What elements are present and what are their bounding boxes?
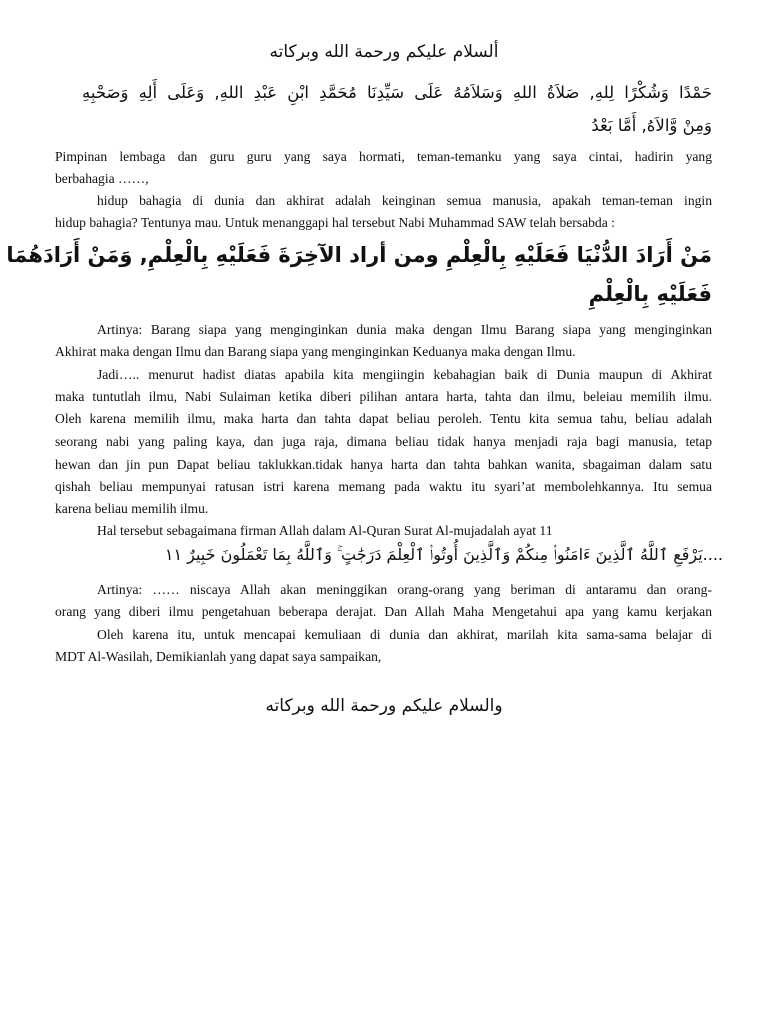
paragraph-line: karena beliau memilih ilmu. — [55, 501, 209, 516]
paragraph-line: hidup bahagia di dunia dan akhirat adalah keinginan semua manusia, apakah teman-teman ingin — [97, 193, 712, 208]
hamdalah-line-1: حَمْدًا وَشُكْرًا لِلهِ, صَلاَةُ اللهِ وَسَلاَمُهُ عَلَى سَيِّدِنَا مُحَمَّدِ ابْنِ عَبْدِ اللهِ, وَعَلَى أَلِهِ وَصَحْبِهِ — [82, 83, 712, 102]
paragraph-line: Oleh karena itu, untuk mencapai kemuliaan di dunia dan akhirat, marilah kita sama-sama belajar di — [97, 627, 712, 642]
paragraph-line: qishah beliau mempunyai ratusan istri karena memang pada waktu itu syari’at membolehkannya. Itu semua — [55, 479, 712, 494]
paragraph-line: hewan dan jin pun Dapat beliau taklukkan.tidak hanya harta dan tahta bahkan wanita, sbagaiman dalam satu — [55, 457, 712, 472]
paragraph-line: berbahagia ……, — [55, 171, 149, 186]
paragraph-line: Jadi….. menurut hadist diatas apabila kita mengiingin kebahagian baik di Dunia maupun di Akhirat — [97, 367, 712, 382]
paragraph-line: Pimpinan lembaga dan guru guru yang saya hormati, teman-temanku yang saya cintai, hadirin yang — [55, 149, 712, 164]
paragraph-line: Artinya: Barang siapa yang menginginkan dunia maka dengan Ilmu Barang siapa yang menginginkan — [97, 322, 712, 337]
paragraph-line: maka tuntutlah ilmu, Nabi Sulaiman ketika diberi pilihan antara harta, tahta dan ilmu, beleiau memilih ilmu. — [55, 389, 712, 404]
paragraph-line: Oleh karena memilih ilmu, maka harta dan tahta dapat beliau peroleh. Tentu kita semua tahu, beliau adalah — [55, 411, 712, 426]
paragraph-line: seorang nabi yang paling kaya, dan juga raja, dimana beliau tidak hanya menjadi raja bagi manusia, tetap — [55, 434, 712, 449]
opening-salam: ألسلام عليكم ورحمة الله وبركاته — [269, 42, 499, 62]
quran-ayah: ....يَرْفَعِ ٱللَّهُ ٱلَّذِينَ ءَامَنُوا۟ مِنكُمْ وَٱلَّذِينَ أُوتُوا۟ ٱلْعِلْمَ دَرَجَٰتٍ ۚ وَٱللَّهُ بِمَا تَعْمَلُونَ خَبِيرٌ ١١ — [164, 545, 723, 564]
paragraph-line: Akhirat maka dengan Ilmu dan Barang siapa yang menginginkan Keduanya maka dengan Ilmu. — [55, 344, 576, 359]
paragraph-line: orang yang diberi ilmu pengetahuan beberapa derajat. Dan Allah Maha Mengetahui apa yang kamu kerjakan — [55, 604, 712, 619]
paragraph-line: Artinya: …… niscaya Allah akan meninggikan orang-orang yang beriman di antaramu dan orang- — [97, 582, 712, 597]
hamdalah-line-2: وَمِنْ وَّالاَهُ, أَمَّا بَعْدُ — [591, 116, 712, 135]
paragraph-line: hidup bahagia? Tentunya mau. Untuk menanggapi hal tersebut Nabi Muhammad SAW telah bersabda : — [55, 215, 615, 230]
paragraph-line: Hal tersebut sebagaimana firman Allah dalam Al-Quran Surat Al-mujadalah ayat 11 — [97, 523, 553, 538]
hadith-line-2: فَعَلَيْهِ بِالْعِلْمِ — [588, 282, 712, 306]
closing-salam: والسلام عليكم ورحمة الله وبركاته — [265, 696, 503, 716]
hadith-line-1: مَنْ أَرَادَ الدُّنْيَا فَعَلَيْهِ بِالْعِلْمِ ومن أراد الآخِرَةَ فَعَلَيْهِ بِالْعِلْمِ, وَمَنْ أَرَادَهُمَا — [6, 243, 712, 267]
paragraph-line: MDT Al-Wasilah, Demikianlah yang dapat saya sampaikan, — [55, 649, 382, 664]
